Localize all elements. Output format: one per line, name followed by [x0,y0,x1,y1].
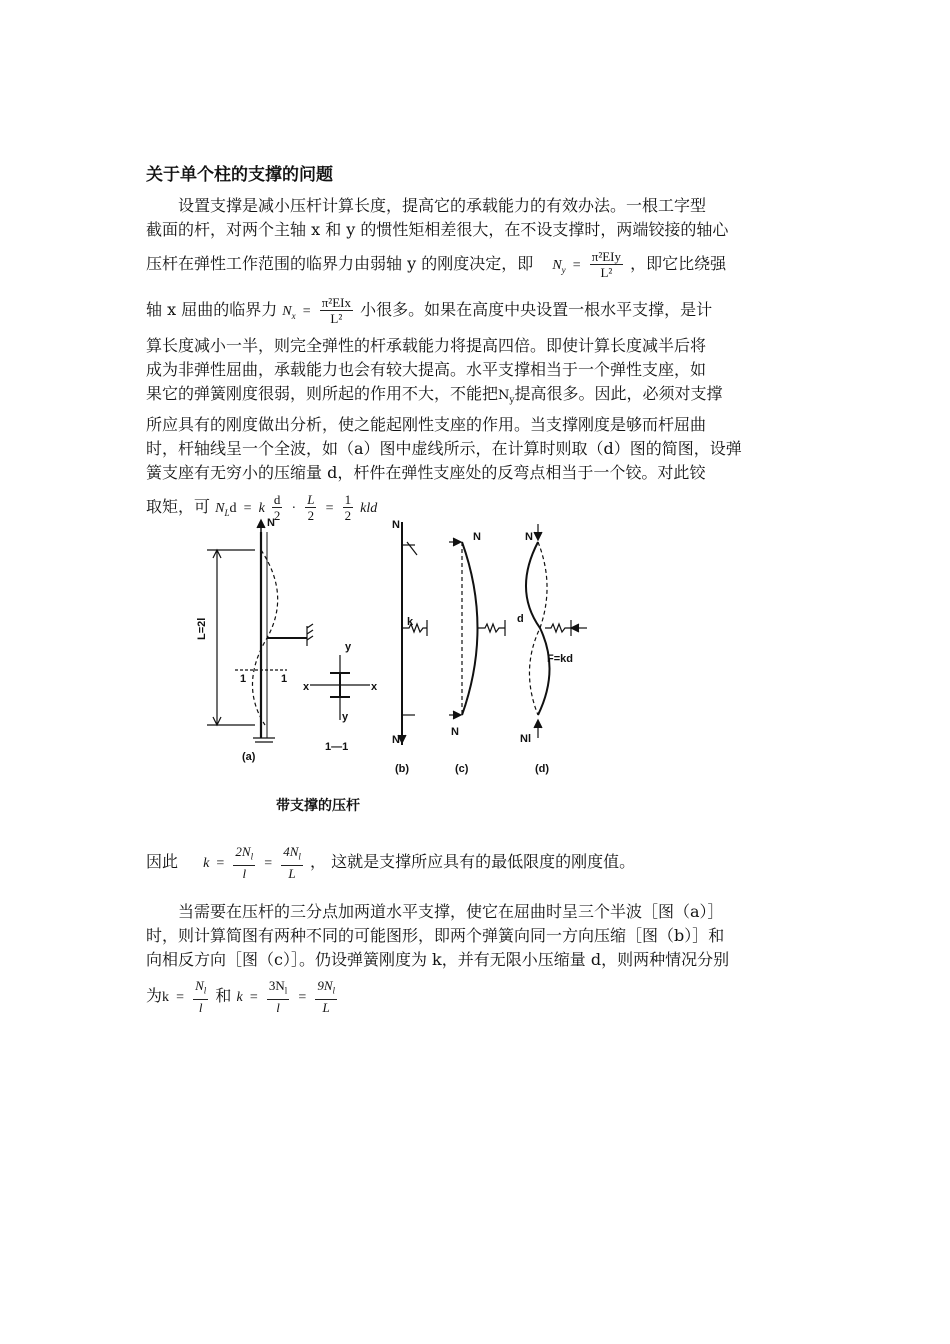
formula-nx-label: $N_x$ [282,304,296,321]
text-line: 当需要在压杆的三分点加两道水平支撑，使它在屈曲时呈三个半波［图（a）］ [178,902,724,921]
fraction-2nl-over-l: $\frac{2N_l}{l}$ [235,844,254,881]
paragraph-3 [146,900,806,1020]
section-label: 1—1 [325,741,349,753]
length-label: L=2l [196,617,208,640]
text-line: 向相反方向［图（c）］。仍设弹簧刚度为 k，并有无限小压缩量 d，则两种情况分别 [146,950,730,969]
page-title: 关于单个柱的支撑的问题 [146,165,333,185]
text-span: 和 [215,986,232,1005]
section-mark: 1 [240,673,247,685]
load-label: N [473,531,481,543]
fraction-3nl-over-l: $\frac{3N_l}{l}$ [268,978,288,1015]
formula-nx-fraction: $\frac{\text{π²EIx}}{\text{L²}}$ [321,295,351,326]
text-line: 时，则计算简图有两种不同的可能图形，即两个弹簧向同一方向压缩［图（b）］和 [146,926,725,945]
load-label: N [451,726,459,738]
fraction-d-over-2: $\frac{d}{2}$ [273,491,281,523]
k-symbol: k [236,990,243,1005]
fraction-9nl-over-L: $\frac{9N_l}{L}$ [317,978,335,1015]
section-mark: 1 [281,673,288,685]
text-span: 因此 [146,852,179,871]
load-label: N [267,517,275,529]
force-label: F=kd [547,653,573,665]
k-symbol: k [162,990,170,1005]
ny-symbol: $N_y$ [498,388,515,406]
text-line: 取矩，可 $N_Ld = k$ $\frac{d}{2}$ · $\frac{L}{2}$ = $\frac{1}{2}$ kld [146,491,378,523]
y-axis-label: y [342,711,349,723]
equals-sign: = [302,304,311,319]
formula-ny-fraction: $\frac{\text{π²EIy}}{\text{L²}}$ [591,249,621,280]
text-span: ，即它比绕强 [630,254,727,273]
fraction-nl-over-l: $\frac{N_l}{l}$ [195,978,207,1015]
text-line: 算长度减小一半，则完全弹性的杆承载能力将提高四倍。即使计算长度减半后将 [146,336,707,355]
moment-equation: $N_Ld$ [215,500,237,518]
load-label: Nl [520,733,531,745]
spring-label: k [407,616,414,628]
text-span: 取矩，可 [146,496,211,516]
equals-sign: = [572,258,581,273]
text-span: 提高很多。因此，必须对支撑 [514,384,723,403]
load-label: N [392,734,400,746]
displacement-label: d [517,613,524,625]
load-label: N [392,519,400,531]
kld-term: kld [360,500,378,516]
k-symbol: k [203,856,210,871]
text-line: 截面的杆，对两个主轴 x 和 y 的惯性矩相差很大，在不设支撑时，两端铰接的轴心 [146,220,729,239]
text-line: 所应具有的刚度做出分析，使之能起刚性支座的作用。当支撑刚度是够而杆屈曲 [146,414,707,434]
text-line [146,286,806,334]
load-label: N [525,531,533,543]
fraction-one-half: $\frac{1}{2}$ [344,491,352,523]
column-c [462,542,478,715]
column-bracing-figure [195,510,595,820]
figure-caption: 带支撑的压杆 [276,798,360,814]
text-line: 簧支座有无穷小的压缩量 d，杆件在弹性支座处的反弯点相当于一个铰。对此铰 [146,462,706,482]
text-span: 压杆在弹性工作范围的临界力由弱轴 y 的刚度决定，即 [146,254,534,273]
figure-label-b: (b) [395,763,410,775]
figure-label-c: (c) [455,763,469,775]
text-line: 设置支撑是减小压杆计算长度，提高它的承载能力的有效办法。一根工字型 [178,196,707,215]
text-line: 时，杆轴线呈一个全波，如（a）图中虚线所示，在计算时则取（d）图的简图，设弹 [146,438,742,458]
paragraph-2 [146,838,806,886]
fraction-l-over-2: $\frac{L}{2}$ [307,491,315,523]
figure-label-d: (d) [535,763,550,775]
text-line: 因此 k = $\frac{2N_l}{l}$ = $\frac{4N_l}{L}$ ， 这就是支撑所应具有的最低限度的刚度值。 [146,844,636,881]
y-axis-label: y [345,641,352,653]
text-line [146,242,806,286]
text-span: 果它的弹簧刚度很弱，则所起的作用不大，不能把 [146,384,499,403]
text-span: ， 这就是支撑所应具有的最低限度的刚度值。 [309,852,636,871]
figure-label-a: (a) [242,751,256,763]
text-span: 轴 x 屈曲的临界力 [146,300,278,319]
x-axis-label: x [303,681,310,693]
x-axis-label: x [371,681,378,693]
k-symbol: k [258,500,265,516]
text-span: 为 [146,986,163,1005]
paragraph-1 [146,194,806,529]
text-span: 小很多。如果在高度中央设置一根水平支撑，是计 [360,300,713,319]
text-line [146,382,806,413]
text-line: 为k = $\frac{N_l}{l}$ 和 k = $\frac{3N_l}{l}$ = $\frac{9N_l}{L}$ [146,978,335,1015]
fraction-4nl-over-L: $\frac{4N_l}{L}$ [283,844,301,881]
formula-ny-label: $N_y$ [552,258,566,275]
text-line: 成为非弹性屈曲，承载能力也会有较大提高。水平支撑相当于一个弹性支座，如 [146,360,707,379]
